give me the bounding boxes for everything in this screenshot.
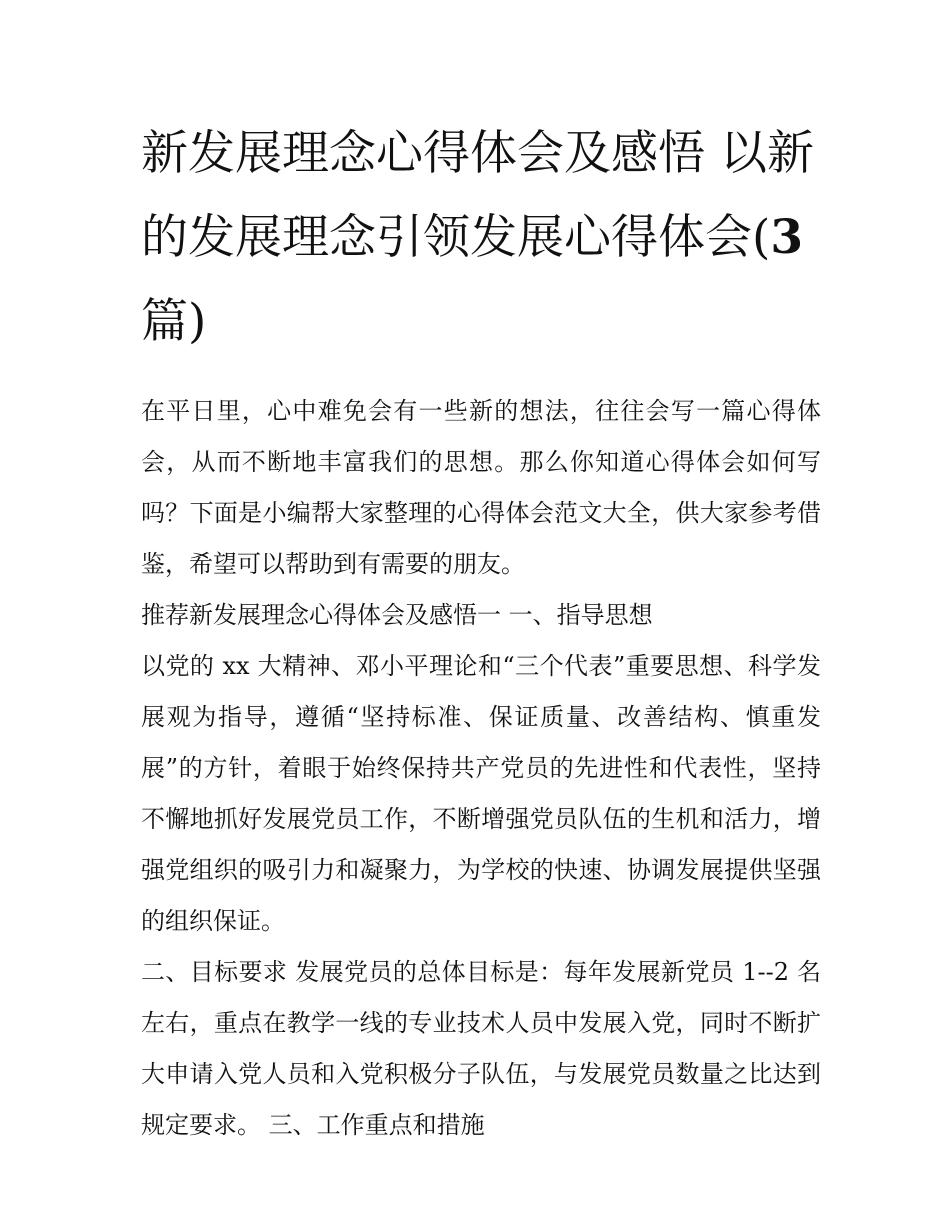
section-heading-guiding-thought: 推荐新发展理念心得体会及感悟一 一、指导思想 [141,601,653,629]
title-suffix: 篇) [141,294,207,349]
intro-paragraph: 在平日里，心中难免会有一些新的想法，往往会写一篇心得体会，从而不断地丰富我们的思想。那么你知道心得体会如何写吗？下面是小编帮大家整理的心得体会范文大全，供大家参考借鉴，希望可以帮助到有需要的朋友。 [141,397,821,578]
document-body [141,386,821,1151]
title-text: 新发展理念心得体会及感悟 以新的发展理念引领发展心得体会( [141,126,814,265]
document-page [141,112,821,1151]
goals-paragraph: 二、目标要求 发展党员的总体目标是：每年发展新党员 1--2 名左右，重点在教学一线的专业技术人员中发展入党，同时不断扩大申请入党人员和入党积极分子队伍，与发展党员数量之比达到规定要求。 三、工作重点和措施 [141,958,821,1139]
title-count: 3 [770,210,804,265]
guiding-thought-paragraph: 以党的 xx 大精神、邓小平理论和“三个代表”重要思想、科学发展观为指导，遵循“坚持标准、保证质量、改善结构、慎重发展”的方针，着眼于始终保持共产党员的先进性和代表性，坚持不懈地抓好发展党员工作，不断增强党员队伍的生机和活力，增强党组织的吸引力和凝聚力，为学校的快速、协调发展提供坚强的组织保证。 [141,652,821,935]
document-title [141,112,821,364]
